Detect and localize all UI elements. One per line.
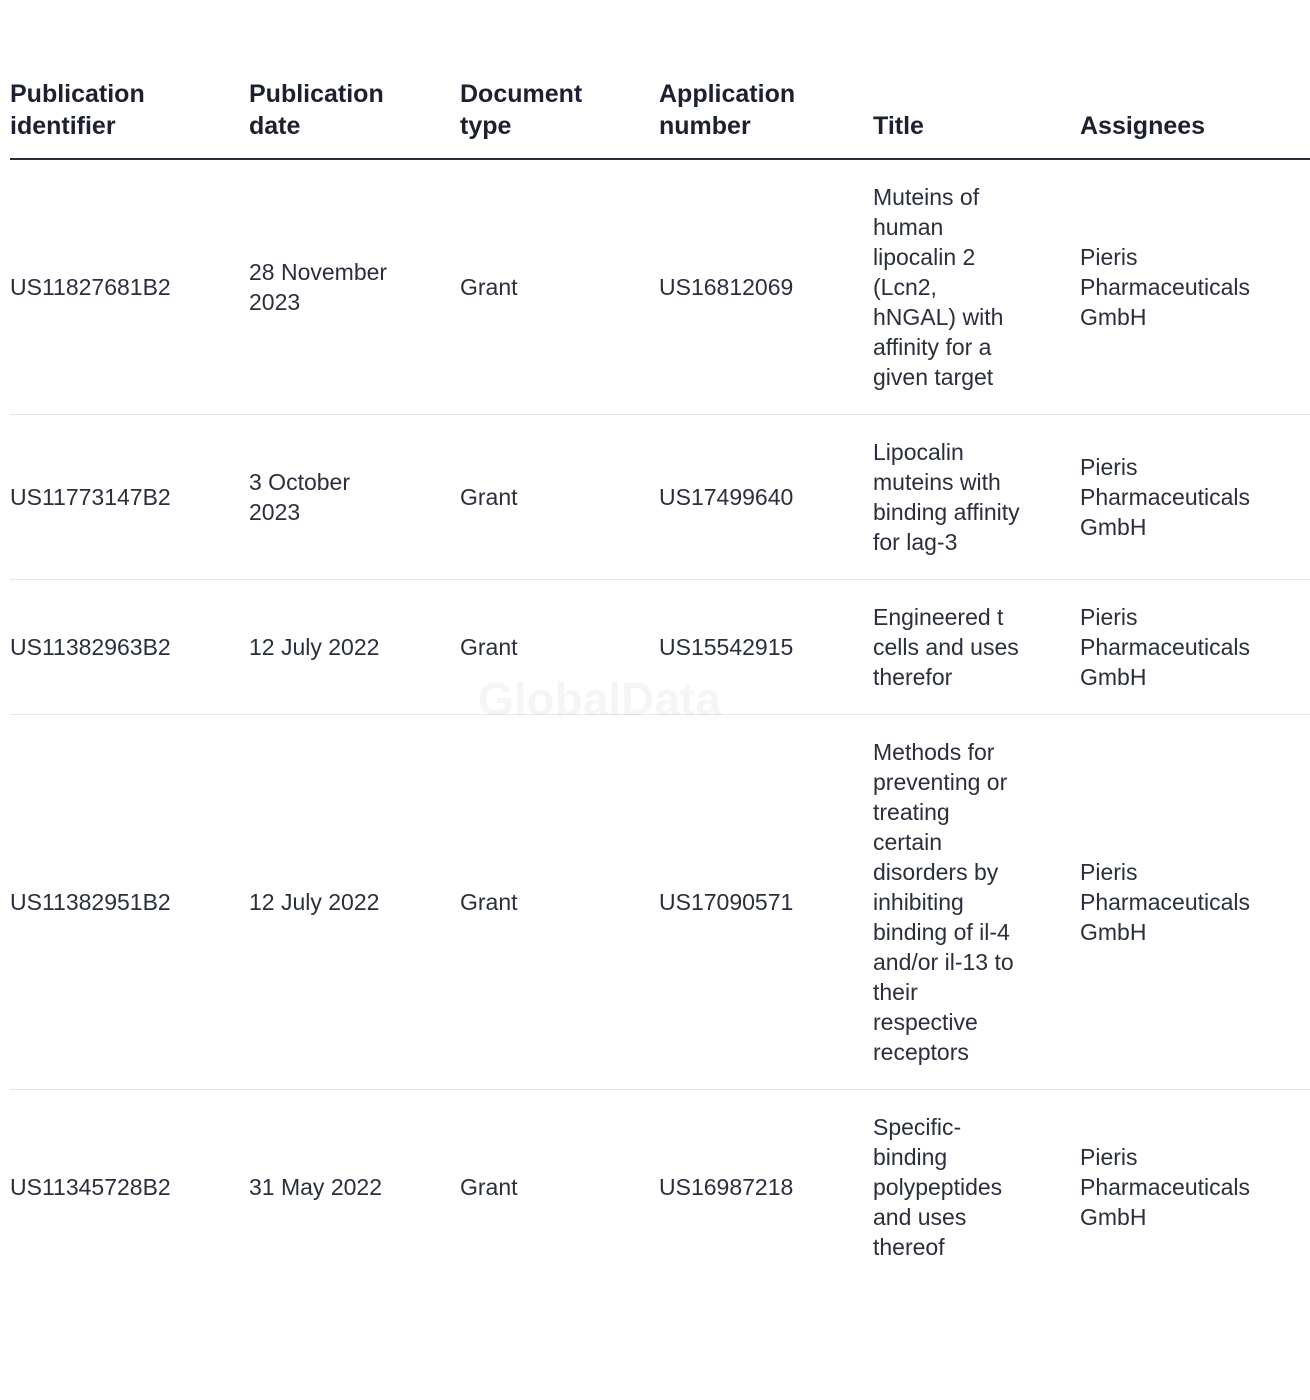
- table-row: [10, 715, 1310, 1090]
- header-row: [10, 78, 1310, 159]
- cell-document-type: Grant: [460, 159, 659, 415]
- table-header: [10, 78, 1310, 159]
- patents-table: [10, 78, 1310, 1284]
- cell-title: Methods for preventing or treating certain disorders by inhibiting binding of il-4 and/or il-13 to their respective receptors: [873, 715, 1080, 1090]
- cell-publication-identifier: US11382951B2: [10, 715, 249, 1090]
- table-body: [10, 159, 1310, 1284]
- cell-document-type: Grant: [460, 415, 659, 580]
- header-document-type: Document type: [460, 78, 659, 159]
- cell-publication-identifier: US11773147B2: [10, 415, 249, 580]
- cell-assignees: Pieris Pharmaceuticals GmbH: [1080, 415, 1310, 580]
- table-row: [10, 1090, 1310, 1285]
- cell-application-number: US15542915: [659, 580, 873, 715]
- header-application-number: Application number: [659, 78, 873, 159]
- cell-title: Muteins of human lipocalin 2 (Lcn2, hNGAL) with affinity for a given target: [873, 159, 1080, 415]
- cell-title: Lipocalin muteins with binding affinity for lag-3: [873, 415, 1080, 580]
- cell-document-type: Grant: [460, 580, 659, 715]
- cell-publication-identifier: US11345728B2: [10, 1174, 171, 1200]
- cell-publication-date: 3 October 2023: [249, 415, 460, 580]
- cell-application-number: US16812069: [659, 159, 873, 415]
- cell-assignees: Pieris Pharmaceuticals GmbH: [1080, 580, 1310, 715]
- cell-assignees: Pieris Pharmaceuticals GmbH: [1080, 1144, 1251, 1230]
- cell-document-type: Grant: [460, 1174, 518, 1200]
- table-row: [10, 415, 1310, 580]
- cell-publication-identifier: US11382963B2: [10, 580, 249, 715]
- cell-assignees: Pieris Pharmaceuticals GmbH: [1080, 159, 1310, 415]
- cell-title: Engineered t cells and uses therefor: [873, 580, 1080, 715]
- header-assignees: Assignees: [1080, 78, 1310, 159]
- cell-assignees: Pieris Pharmaceuticals GmbH: [1080, 715, 1310, 1090]
- cell-document-type: Grant: [460, 715, 659, 1090]
- cell-publication-date: 12 July 2022: [249, 580, 460, 715]
- header-title: Title: [873, 78, 1080, 159]
- cell-application-number: US17090571: [659, 715, 873, 1090]
- table-row: [10, 159, 1310, 415]
- header-publication-identifier: Publication identifier: [10, 78, 249, 159]
- cell-publication-date: 28 November 2023: [249, 159, 460, 415]
- cell-title: Specific-binding polypeptides and uses thereof: [873, 1114, 1003, 1260]
- cell-publication-identifier: US11827681B2: [10, 159, 249, 415]
- cell-publication-date: 31 May 2022: [249, 1174, 382, 1200]
- table-row: [10, 580, 1310, 715]
- cell-publication-date: 12 July 2022: [249, 715, 460, 1090]
- cell-application-number: US17499640: [659, 415, 873, 580]
- patents-table-container: [10, 0, 1251, 1400]
- cell-application-number: US16987218: [659, 1174, 794, 1200]
- header-publication-date: Publication date: [249, 78, 460, 159]
